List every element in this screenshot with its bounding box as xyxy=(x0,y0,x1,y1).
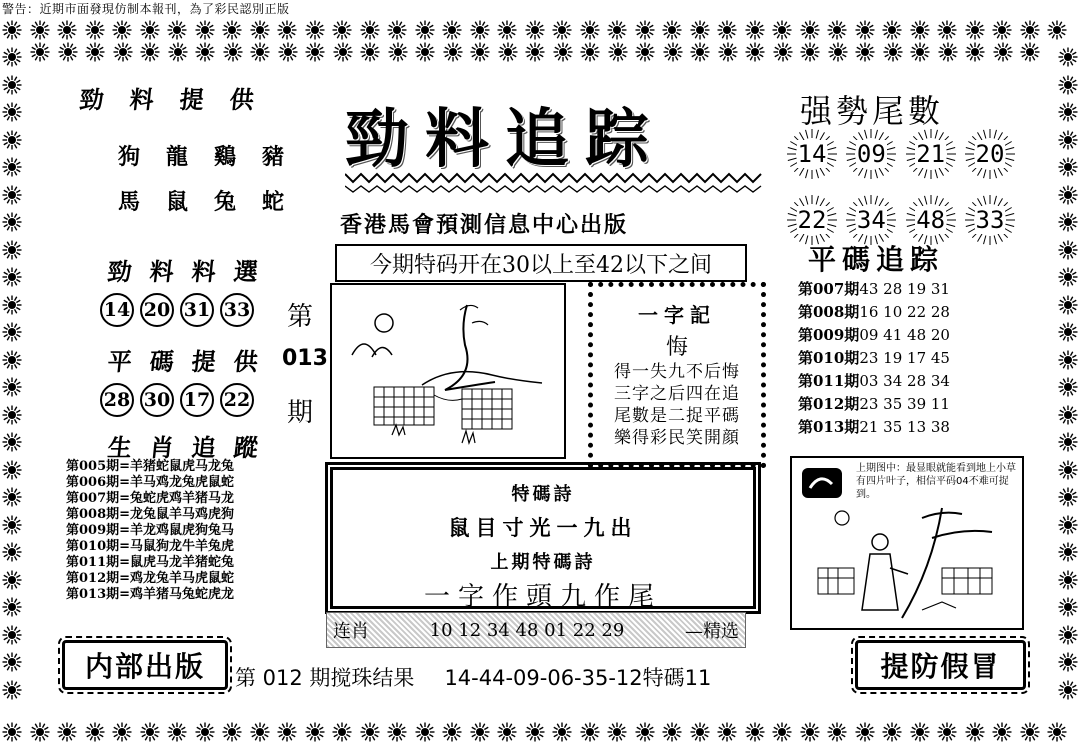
sun-icon xyxy=(1020,722,1040,742)
sun-icon xyxy=(552,722,572,742)
sun-icon xyxy=(1058,350,1078,370)
sun-icon xyxy=(167,20,187,40)
sun-icon xyxy=(85,42,105,62)
tema-poem-box xyxy=(325,462,761,614)
sun-icon xyxy=(745,722,765,742)
sun-icon xyxy=(1058,75,1078,95)
sun-icon xyxy=(525,42,545,62)
tail-number: 09 xyxy=(845,128,897,180)
sun-icon xyxy=(827,722,847,742)
sun-icon xyxy=(965,42,985,62)
sun-icon xyxy=(2,20,22,40)
shengxiao-list xyxy=(66,459,286,603)
sun-icon xyxy=(525,20,545,40)
sun-icon xyxy=(855,20,875,40)
sun-icon xyxy=(553,42,573,62)
sun-icon xyxy=(772,722,792,742)
tail-number: 20 xyxy=(964,128,1016,180)
sun-icon xyxy=(1058,432,1078,452)
poem-char: 悔 xyxy=(665,335,688,360)
last-tema-poem: 一字作頭九作尾 xyxy=(423,582,662,612)
draw-result xyxy=(235,662,711,692)
number-circle: 17 xyxy=(180,383,214,417)
sun-icon xyxy=(855,722,875,742)
sun-icon xyxy=(607,722,627,742)
sun-icon xyxy=(85,722,105,742)
list-item: 第013期21 35 13 38 xyxy=(798,418,950,436)
pingma-tigong-title: 平碼提供 xyxy=(106,347,278,376)
sun-icon xyxy=(2,460,22,480)
sun-icon xyxy=(717,20,737,40)
sun-icon xyxy=(497,20,517,40)
pingma-tigong-numbers xyxy=(100,383,254,417)
number-circle: 33 xyxy=(220,293,254,327)
sun-icon xyxy=(1058,377,1078,397)
sun-icon xyxy=(1047,20,1067,40)
list-item: 第010期23 19 17 45 xyxy=(798,349,950,367)
warning-text: 警告：近期市面發現仿制本報刊，為了彩民認別正版 xyxy=(2,2,290,16)
tail-number: 21 xyxy=(905,128,957,180)
sun-icon xyxy=(112,722,132,742)
sun-icon xyxy=(2,542,22,562)
sun-icon xyxy=(1058,515,1078,535)
sun-icon xyxy=(552,20,572,40)
number-circle: 31 xyxy=(180,293,214,327)
animals-row-2: 馬鼠兔蛇 xyxy=(118,189,311,215)
sun-icon xyxy=(2,625,22,645)
tema-label: 特碼詩 xyxy=(511,484,575,505)
sun-icon xyxy=(993,42,1013,62)
last-tema-label: 上期特碼詩 xyxy=(490,552,596,573)
sun-icon xyxy=(57,722,77,742)
sun-icon xyxy=(277,722,297,742)
sun-icon xyxy=(1058,460,1078,480)
sun-icon xyxy=(332,722,352,742)
sun-icon xyxy=(470,42,490,62)
sun-icon xyxy=(30,722,50,742)
sun-icon xyxy=(1058,542,1078,562)
sun-icon xyxy=(2,515,22,535)
sun-icon xyxy=(2,185,22,205)
sun-icon xyxy=(580,42,600,62)
sun-icon xyxy=(332,20,352,40)
animals-row-1: 狗龍鷄豬 xyxy=(118,144,311,170)
sun-icon xyxy=(222,20,242,40)
sun-icon xyxy=(1058,295,1078,315)
sun-icon xyxy=(2,240,22,260)
jinliao-pick-numbers xyxy=(100,293,254,327)
sun-icon xyxy=(745,20,765,40)
sun-icon xyxy=(882,20,902,40)
sun-icon xyxy=(2,295,22,315)
sun-icon xyxy=(965,722,985,742)
sun-icon xyxy=(2,597,22,617)
sun-icon xyxy=(195,722,215,742)
list-item: 第007期=兔蛇虎鸡羊猪马龙 xyxy=(66,491,235,506)
sun-icon xyxy=(882,722,902,742)
sun-icon xyxy=(992,722,1012,742)
list-item: 第006期=羊马鸡龙兔虎鼠蛇 xyxy=(66,475,235,490)
sun-icon xyxy=(2,157,22,177)
sun-icon xyxy=(140,722,160,742)
jinliao-pick-title: 勁料料選 xyxy=(106,257,278,286)
zigzag-divider xyxy=(345,168,765,194)
sun-icon xyxy=(2,75,22,95)
sun-icon xyxy=(1058,487,1078,507)
neibu-stamp: 内部出版 xyxy=(62,640,228,690)
sun-icon xyxy=(1058,322,1078,342)
poem-line: 得一失九不后悔 xyxy=(614,362,740,382)
sun-icon xyxy=(635,42,655,62)
sun-icon xyxy=(773,42,793,62)
shengxiao-title: 生肖追蹤 xyxy=(106,433,278,462)
sun-icon xyxy=(883,42,903,62)
sun-icon xyxy=(360,20,380,40)
sun-icon xyxy=(30,42,50,62)
tail-number: 22 xyxy=(786,194,838,246)
sun-icon xyxy=(443,42,463,62)
number-circle: 28 xyxy=(100,383,134,417)
sun-icon xyxy=(415,42,435,62)
sun-icon xyxy=(1047,722,1067,742)
sun-icon xyxy=(2,722,22,742)
sun-icon xyxy=(387,722,407,742)
tail-number: 34 xyxy=(845,194,897,246)
sun-icon xyxy=(140,42,160,62)
sun-icon xyxy=(663,42,683,62)
number-circle: 20 xyxy=(140,293,174,327)
sun-icon xyxy=(662,20,682,40)
page-title: 勁料追踪 xyxy=(345,102,665,177)
sun-icon xyxy=(662,722,682,742)
lianxiao-label: 连肖 xyxy=(333,621,369,642)
sun-icon xyxy=(580,20,600,40)
sun-icon xyxy=(442,20,462,40)
list-item: 第008期16 10 22 28 xyxy=(798,303,950,321)
sun-icon xyxy=(800,722,820,742)
sun-icon xyxy=(470,722,490,742)
sun-icon xyxy=(360,42,380,62)
sun-icon xyxy=(305,722,325,742)
sun-icon xyxy=(415,20,435,40)
sun-icon xyxy=(415,722,435,742)
sun-icon xyxy=(1058,157,1078,177)
tail-number: 14 xyxy=(786,128,838,180)
sun-icon xyxy=(828,42,848,62)
sun-icon xyxy=(827,20,847,40)
sun-icon xyxy=(1058,405,1078,425)
sun-icon xyxy=(250,722,270,742)
sun-icon xyxy=(140,20,160,40)
number-circle: 14 xyxy=(100,293,134,327)
sun-icon xyxy=(2,432,22,452)
sun-icon xyxy=(1020,20,1040,40)
number-circle: 22 xyxy=(220,383,254,417)
sun-icon xyxy=(2,652,22,672)
result-label: 第 012 期搅珠结果 xyxy=(235,666,415,690)
list-item: 第007期43 28 19 31 xyxy=(798,280,950,298)
sun-icon xyxy=(2,322,22,342)
sun-icon xyxy=(910,722,930,742)
sun-icon xyxy=(250,42,270,62)
pingma-list xyxy=(798,278,950,439)
sun-icon xyxy=(635,20,655,40)
sun-icon xyxy=(1058,212,1078,232)
sun-icon xyxy=(2,130,22,150)
range-box: 今期特码开在30以上至42以下之间 xyxy=(335,244,747,282)
number-circle: 30 xyxy=(140,383,174,417)
list-item: 第012期23 35 39 11 xyxy=(798,395,950,413)
sun-icon xyxy=(305,20,325,40)
sun-icon xyxy=(360,722,380,742)
list-item: 第010期=马鼠狗龙牛羊兔虎 xyxy=(66,539,235,554)
sun-icon xyxy=(2,405,22,425)
sun-icon xyxy=(195,42,215,62)
list-item: 第009期=羊龙鸡鼠虎狗兔马 xyxy=(66,523,235,538)
publisher-subtitle: 香港馬會預測信息中心出版 xyxy=(340,213,629,238)
sun-icon xyxy=(250,20,270,40)
sun-icon xyxy=(745,42,765,62)
tail-number: 33 xyxy=(964,194,1016,246)
sun-icon xyxy=(305,42,325,62)
sun-icon xyxy=(910,20,930,40)
tail-number: 48 xyxy=(905,194,957,246)
sun-icon xyxy=(2,570,22,590)
sun-icon xyxy=(2,47,22,67)
list-item: 第011期=鼠虎马龙羊猪蛇兔 xyxy=(66,555,235,570)
sun-icon xyxy=(690,20,710,40)
sun-icon xyxy=(2,377,22,397)
sun-icon xyxy=(30,20,50,40)
sun-icon xyxy=(1058,570,1078,590)
pingma-zhuizong-title: 平碼追踪 xyxy=(808,243,945,276)
sun-icon xyxy=(2,487,22,507)
sun-icon xyxy=(525,722,545,742)
tifang-stamp: 提防假冒 xyxy=(855,640,1026,690)
tema-poem: 鼠目寸光一九出 xyxy=(448,515,638,540)
sun-icon xyxy=(937,20,957,40)
sun-icon xyxy=(442,722,462,742)
sun-icon xyxy=(85,20,105,40)
sun-icon xyxy=(772,20,792,40)
sun-icon xyxy=(607,20,627,40)
sun-icon xyxy=(470,20,490,40)
sun-icon xyxy=(1058,185,1078,205)
poem-line: 三字之后四在追 xyxy=(614,384,740,404)
picture-note: 上期图中：最显眼就能看到地上小草有四片叶子，相信平码04不难可捉到。 xyxy=(856,463,1016,500)
issue-qi: 期 xyxy=(287,398,314,428)
sun-icon xyxy=(113,42,133,62)
sun-icon xyxy=(1058,680,1078,700)
sun-icon xyxy=(112,20,132,40)
sun-icon xyxy=(2,680,22,700)
sun-icon xyxy=(992,20,1012,40)
lianxiao-bar xyxy=(326,612,746,648)
sun-icon xyxy=(1058,597,1078,617)
sun-icon xyxy=(938,42,958,62)
list-item: 第005期=羊猪蛇鼠虎马龙兔 xyxy=(66,459,235,474)
sun-icon xyxy=(910,42,930,62)
poem-line: 樂得彩民笑開顔 xyxy=(614,428,740,448)
result-numbers: 14-44-09-06-35-12特碼11 xyxy=(444,666,712,690)
sun-icon xyxy=(855,42,875,62)
sun-icon xyxy=(800,20,820,40)
sun-icon xyxy=(1058,240,1078,260)
poem-line: 尾數是二捉平碼 xyxy=(614,406,740,426)
sun-icon xyxy=(195,20,215,40)
qiangshi-title: 强勢尾數 xyxy=(800,92,945,130)
lianxiao-numbers: 10 12 34 48 01 22 29 xyxy=(429,619,625,641)
sun-icon xyxy=(497,722,517,742)
sun-icon xyxy=(690,42,710,62)
sun-icon xyxy=(2,102,22,122)
sun-icon xyxy=(1058,652,1078,672)
sun-icon xyxy=(498,42,518,62)
jinliao-title: 勁料提供 xyxy=(78,85,282,114)
poem-title: 一字記 xyxy=(638,303,716,327)
list-item: 第013期=鸡羊猪马兔蛇虎龙 xyxy=(66,587,235,602)
sun-icon xyxy=(717,722,737,742)
illustration-fence xyxy=(330,283,566,459)
sun-icon xyxy=(1058,625,1078,645)
sun-icon xyxy=(2,267,22,287)
sun-icon xyxy=(690,722,710,742)
sun-icon xyxy=(222,722,242,742)
scholar-drawing xyxy=(792,458,1022,628)
sun-icon xyxy=(278,42,298,62)
sun-icon xyxy=(718,42,738,62)
issue-di: 第 xyxy=(287,302,314,332)
sun-icon xyxy=(1058,267,1078,287)
sun-icon xyxy=(580,722,600,742)
sun-icon xyxy=(167,722,187,742)
sun-icon xyxy=(2,212,22,232)
sun-icon xyxy=(1058,102,1078,122)
sun-icon xyxy=(608,42,628,62)
issue-number: 013 xyxy=(282,346,328,371)
sun-icon xyxy=(58,42,78,62)
yizi-poem-box xyxy=(588,282,766,468)
list-item: 第009期09 41 48 20 xyxy=(798,326,950,344)
sun-icon xyxy=(1020,42,1040,62)
fence-drawing xyxy=(332,285,564,457)
sun-icon xyxy=(1058,47,1078,67)
list-item: 第008期=龙兔鼠羊马鸡虎狗 xyxy=(66,507,235,522)
list-item: 第012期=鸡龙兔羊马虎鼠蛇 xyxy=(66,571,235,586)
sun-icon xyxy=(2,350,22,370)
sun-icon xyxy=(277,20,297,40)
sun-icon xyxy=(168,42,188,62)
list-item: 第011期03 34 28 34 xyxy=(798,372,950,390)
sun-icon xyxy=(387,20,407,40)
sun-icon xyxy=(937,722,957,742)
sun-icon xyxy=(223,42,243,62)
sun-icon xyxy=(635,722,655,742)
lianxiao-tail: —精选 xyxy=(684,621,739,642)
sun-icon xyxy=(57,20,77,40)
sun-icon xyxy=(800,42,820,62)
illustration-scholar xyxy=(790,456,1024,630)
sun-icon xyxy=(965,20,985,40)
sun-icon xyxy=(333,42,353,62)
sun-icon xyxy=(388,42,408,62)
sun-icon xyxy=(1058,130,1078,150)
